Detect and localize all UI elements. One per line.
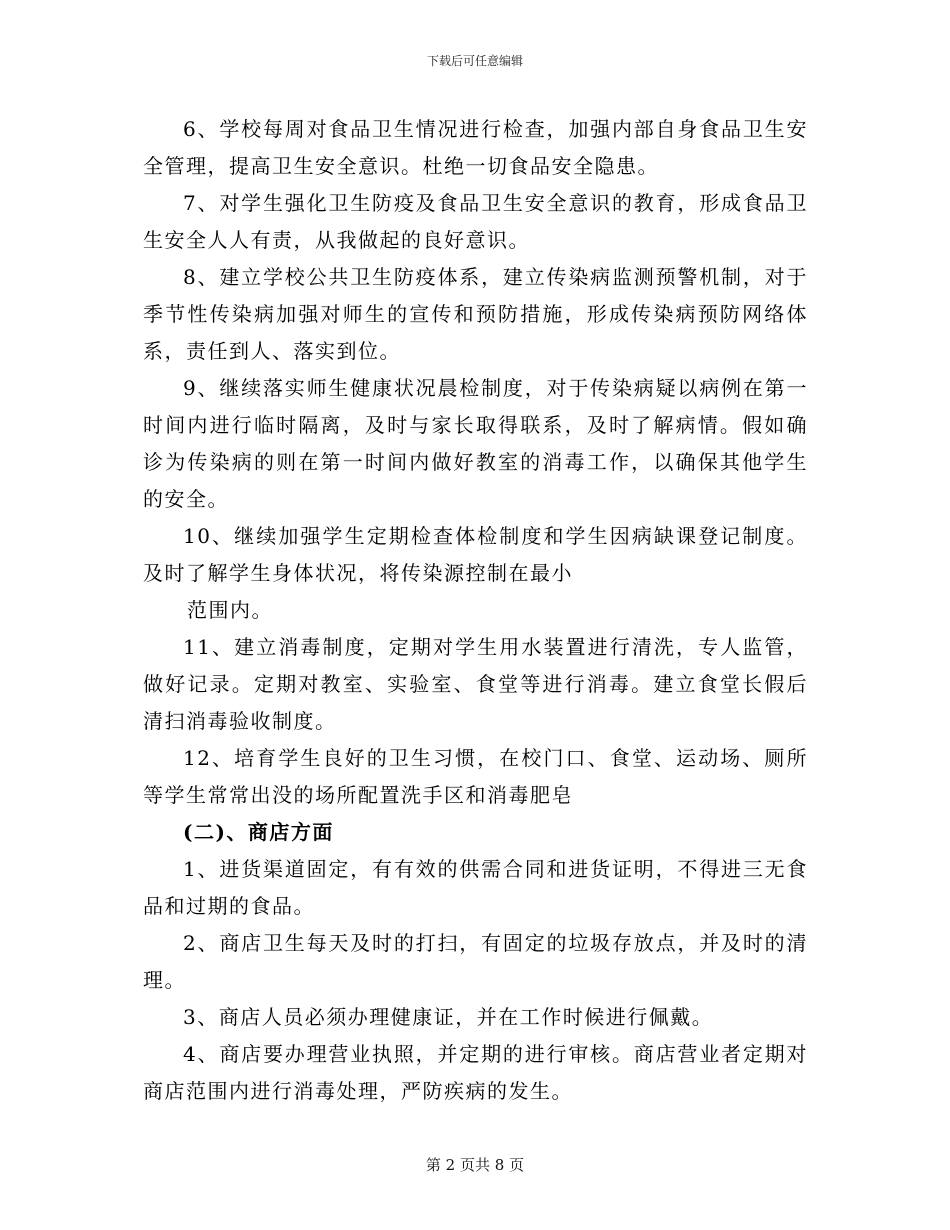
paragraph-shop-item-2: 2、商店卫生每天及时的打扫，有固定的垃圾存放点，并及时的清理。 bbox=[143, 931, 808, 992]
paragraph-shop-item-4: 4、商店要办理营业执照，并定期的进行审核。商店营业者定期对商店范围内进行消毒处理，严防疾病的发生。 bbox=[143, 1042, 808, 1103]
paragraph-item-12: 12、培育学生良好的卫生习惯，在校门口、食堂、运动场、厕所等学生常常出没的场所配置洗手区和消毒肥皂 bbox=[143, 746, 808, 807]
page-number: 第 2 页共 8 页 bbox=[425, 1156, 525, 1174]
section-heading-shop: (二)、商店方面 bbox=[183, 820, 334, 844]
paragraph-item-9: 9、继续落实师生健康状况晨检制度，对于传染病疑以病例在第一时间内进行临时隔离，及时与家长取得联系，及时了解病情。假如确诊为传染病的则在第一时间内做好教室的消毒工作，以确保其他学生的安全。 bbox=[143, 376, 808, 511]
document-body bbox=[143, 111, 808, 1110]
paragraph-item-7: 7、对学生强化卫生防疫及食品卫生安全意识的教育，形成食品卫生安全人人有责，从我做起的良好意识。 bbox=[143, 191, 808, 252]
paragraph-shop-item-1: 1、进货渠道固定，有有效的供需合同和进货证明，不得进三无食品和过期的食品。 bbox=[143, 857, 808, 918]
paragraph-item-10-continuation: 范围内。 bbox=[187, 598, 273, 622]
page-header-note: 下载后可任意编辑 bbox=[426, 54, 523, 68]
paragraph-item-6: 6、学校每周对食品卫生情况进行检查，加强内部自身食品卫生安全管理，提高卫生安全意识。杜绝一切食品安全隐患。 bbox=[143, 117, 808, 178]
paragraph-item-10: 10、继续加强学生定期检查体检制度和学生因病缺课登记制度。及时了解学生身体状况，将传染源控制在最小 bbox=[143, 524, 808, 585]
paragraph-item-11: 11、建立消毒制度，定期对学生用水装置进行清洗，专人监管，做好记录。定期对教室、实验室、食堂等进行消毒。建立食堂长假后清扫消毒验收制度。 bbox=[143, 635, 808, 733]
paragraph-item-8: 8、建立学校公共卫生防疫体系，建立传染病监测预警机制，对于季节性传染病加强对师生的宣传和预防措施，形成传染病预防网络体系，责任到人、落实到位。 bbox=[143, 265, 808, 363]
paragraph-shop-item-3: 3、商店人员必须办理健康证，并在工作时候进行佩戴。 bbox=[183, 1005, 714, 1029]
